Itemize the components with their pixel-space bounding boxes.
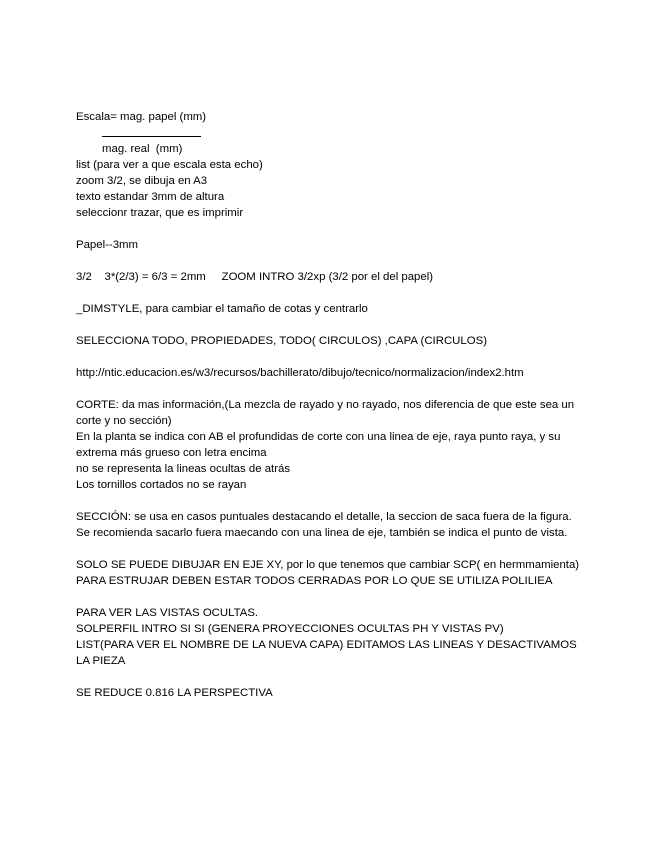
solo-paragraph: SOLO SE PUEDE DIBUJAR EN EJE XY, por lo que tenemos que cambiar SCP( en hermmamienta) [76,559,580,571]
estrujar-line: PARA ESTRUJAR DEBEN ESTAR TODOS CERRADAS POR LO QUE SE UTILIZA POLILIEA [76,575,553,587]
url-line: http://ntic.educacion.es/w3/recursos/bachillerato/dibujo/tecnico/normalizacion/index2.htm [76,367,524,379]
seccion-paragraph-1: SECCIÓN: se usa en casos puntuales destacando el detalle, la seccion de saca fuera de la figura. [76,511,572,523]
escala-denominator: mag. real (mm) [102,143,183,155]
corte-line-3: no se representa la lineas ocultas de atrás [76,463,291,475]
para-ver-line: PARA VER LAS VISTAS OCULTAS. [76,607,259,619]
dimstyle-line: _DIMSTYLE, para cambiar el tamaño de cotas y centrarlo [76,303,368,315]
selecciona-line: SELECCIONA TODO, PROPIEDADES, TODO( CIRCULOS) ,CAPA (CIRCULOS) [76,335,487,347]
document-page [76,109,586,701]
fraction-bar [76,125,586,141]
text-line: seleccionr trazar, que es imprimir [76,207,244,219]
solperfil-line: SOLPERFIL INTRO SI SI (GENERA PROYECCIONES OCULTAS PH Y VISTAS PV) [76,623,504,635]
seccion-paragraph-2: Se recomienda sacarlo fuera maecando con una linea de eje, también se indica el punto de vista. [76,527,568,539]
text-line: zoom 3/2, se dibuja en A3 [76,175,208,187]
escala-line: Escala= mag. papel (mm) [76,111,207,123]
text-line: texto estandar 3mm de altura [76,191,225,203]
corte-paragraph-2: En la planta se indica con AB el profundidas de corte con una linea de eje, raya punto raya, y su extrema más grueso con letra encima [76,431,561,459]
text-line: list (para ver a que escala esta echo) [76,159,263,171]
papel-line: Papel--3mm [76,239,139,251]
corte-paragraph-1: CORTE: da mas información,(La mezcla de rayado y no rayado, nos diferencia de que este sea un corte y no sección) [76,399,575,427]
list-paragraph: LIST(PARA VER EL NOMBRE DE LA NUEVA CAPA) EDITAMOS LAS LINEAS Y DESACTIVAMOS LA PIEZA [76,639,577,667]
zoom-line: 3/2 3*(2/3) = 6/3 = 2mm ZOOM INTRO 3/2xp (3/2 por el del papel) [76,271,434,283]
corte-line-4: Los tornillos cortados no se rayan [76,479,247,491]
reduce-line: SE REDUCE 0.816 LA PERSPECTIVA [76,687,273,699]
